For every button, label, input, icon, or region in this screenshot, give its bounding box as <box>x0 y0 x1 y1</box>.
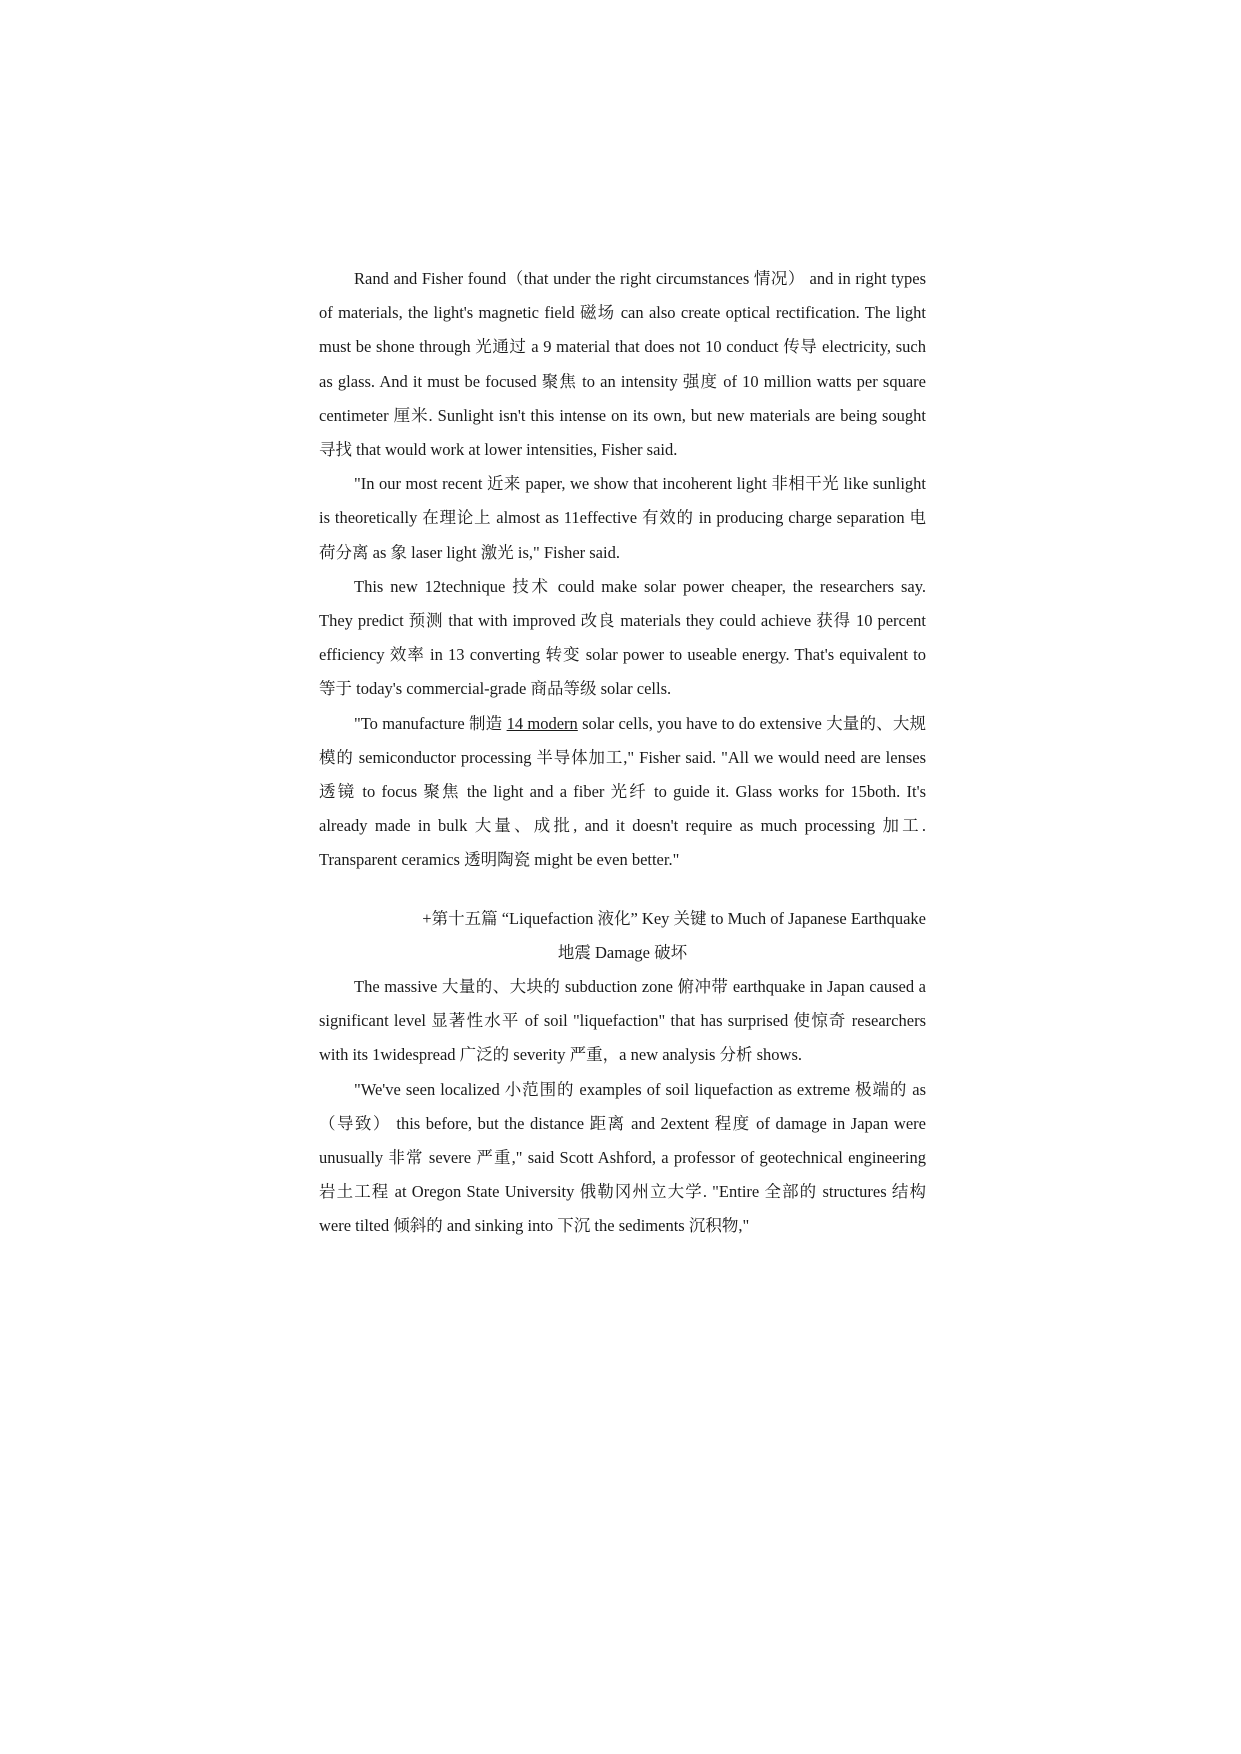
paragraph-localized-examples: "We've seen localized 小范围的 examples of soil liquefaction as extreme 极端的 as（导致） this before, but the distance 距离 and 2extent 程度 of damage in Japan were unusually 非常 severe 严重," said Scott Ashford, a professor of geotechnical engineering 岩土工程 at Oregon State University 俄勒冈州立大学. "Entire 全部的 structures 结构 were tilted 倾斜的 and sinking into 下沉 the sediments 沉积物," <box>319 1079 926 1236</box>
manufacture-text-end: solar cells, you have to do extensive 大量的、大规模的 semiconductor processing 半导体加工," Fisher said. "All we would need are lenses 透镜 to focus 聚焦 the light and a fiber 光纤 to guide it. Glass works for 15both. It's already made in bulk 大量、成批, and it doesn't require as much processing 加工. Transparent ceramics 透明陶瓷 might be even better." <box>319 713 926 870</box>
article-heading <box>319 902 926 970</box>
paragraph-new-technique: This new 12technique 技术 could make solar power cheaper, the researchers say. They predict 预测 that with improved 改良 materials they could achieve 获得 10 percent efficiency 效率 in 13 converting 转变 solar power to useable energy. That's equivalent to 等于 today's commercial-grade 商品等级 solar cells. <box>319 576 926 699</box>
paragraph-incoherent-light: "In our most recent 近来 paper, we show that incoherent light 非相干光 like sunlight is theoretically 在理论上 almost as 11effective 有效的 in producing charge separation 电荷分离 as 象 laser light 激光 is," Fisher said. <box>319 474 926 562</box>
manufacture-text-start: "To manufacture 制造 <box>354 713 507 733</box>
heading-line-1: +第十五篇 “Liquefaction 液化” Key 关键 to Much of Japanese Earthquake <box>422 908 926 928</box>
heading-line-2: 地震 Damage 破坏 <box>557 942 688 962</box>
page-body <box>319 262 926 1244</box>
paragraph-rand-fisher: Rand and Fisher found（that under the right circumstances 情况） and in right types of materials, the light's magnetic field 磁场 can also create optical rectification. The light must be shone through 光通过 a 9 material that does not 10 conduct 传导 electricity, such as glass. And it must be focused 聚焦 to an intensity 强度 of 10 million watts per square centimeter 厘米. Sunlight isn't this intense on its own, but new materials are being sought 寻找 that would work at lower intensities, Fisher said. <box>319 269 926 460</box>
underlined-blank-14: 14 modern <box>506 713 578 733</box>
paragraph-massive-earthquake: The massive 大量的、大块的 subduction zone 俯冲带 earthquake in Japan caused a significant level 显著性水平 of soil "liquefaction" that has surprised 使惊奇 researchers with its 1widespread 广泛的 severity 严重，a new analysis 分析 shows. <box>319 977 926 1065</box>
paragraph-manufacture <box>319 707 926 878</box>
